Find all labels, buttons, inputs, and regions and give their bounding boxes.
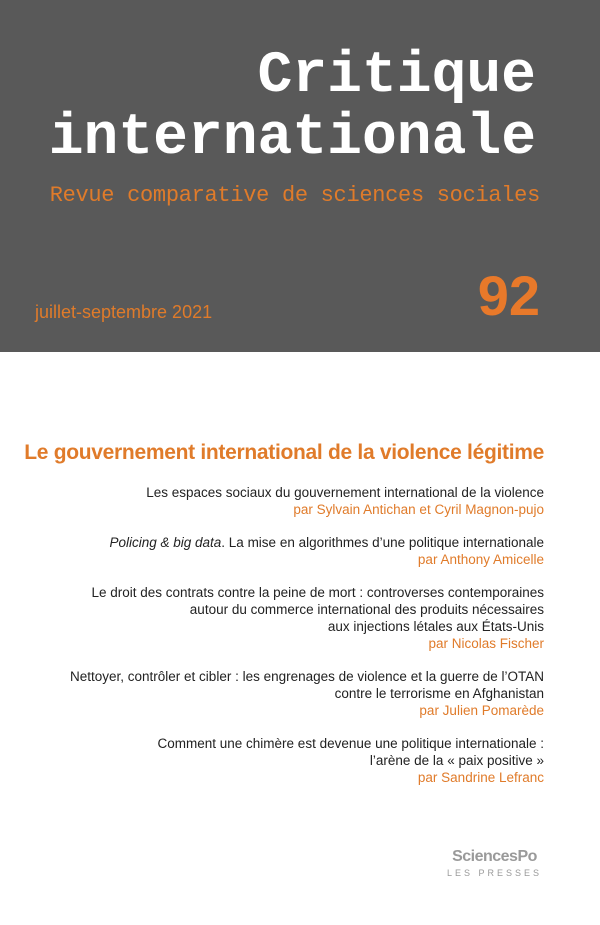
article-5 (24, 735, 544, 786)
publisher-name: SciencesPo (452, 848, 537, 865)
article-author: par Sylvain Antichan et Cyril Magnon-pujo (293, 502, 544, 517)
article-line (24, 534, 544, 551)
journal-title-line2: internationale (48, 106, 536, 171)
article-2 (24, 534, 544, 568)
article-text: aux injections létales aux États-Unis (327, 619, 544, 634)
journal-title-line1: Critique (257, 44, 536, 109)
article-line (24, 484, 544, 501)
article-line (24, 685, 544, 702)
article-text: contre le terrorisme en Afghanistan (334, 686, 544, 701)
article-text: Nettoyer, contrôler et cibler : les engrenages de violence et la guerre de l’OTAN (70, 669, 544, 684)
article-author: par Sandrine Lefranc (417, 770, 544, 785)
journal-subtitle: Revue comparative de sciences sociales (49, 183, 540, 208)
article-text: l’arène de la « paix positive » (369, 753, 544, 768)
article-line (24, 584, 544, 601)
article-italic: Policing & big data (109, 535, 222, 550)
article-line (24, 618, 544, 635)
article-author: par Julien Pomarède (419, 703, 544, 718)
article-line (24, 752, 544, 769)
table-of-contents (24, 484, 544, 802)
section-title: Le gouvernement international de la violence légitime (24, 441, 544, 464)
article-text: Comment une chimère est devenue une politique internationale : (157, 736, 544, 751)
article-line (24, 668, 544, 685)
issue-date: juillet-septembre 2021 (35, 302, 213, 322)
issue-number: 92 (477, 264, 540, 327)
publisher-logo (447, 849, 542, 878)
article-text: Les espaces sociaux du gouvernement international de la violence (146, 485, 544, 500)
cover-header (0, 0, 600, 352)
article-text: . La mise en algorithmes d’une politique internationale (221, 535, 544, 550)
article-text: autour du commerce international des produits nécessaires (189, 602, 544, 617)
article-4 (24, 668, 544, 719)
article-1 (24, 484, 544, 518)
article-line (24, 735, 544, 752)
publisher-sub: LES PRESSES (446, 868, 542, 878)
article-3 (24, 584, 544, 652)
article-text: Le droit des contrats contre la peine de mort : controverses contemporaines (91, 585, 544, 600)
article-line (24, 601, 544, 618)
article-author: par Nicolas Fischer (428, 636, 544, 651)
article-author: par Anthony Amicelle (417, 552, 544, 567)
